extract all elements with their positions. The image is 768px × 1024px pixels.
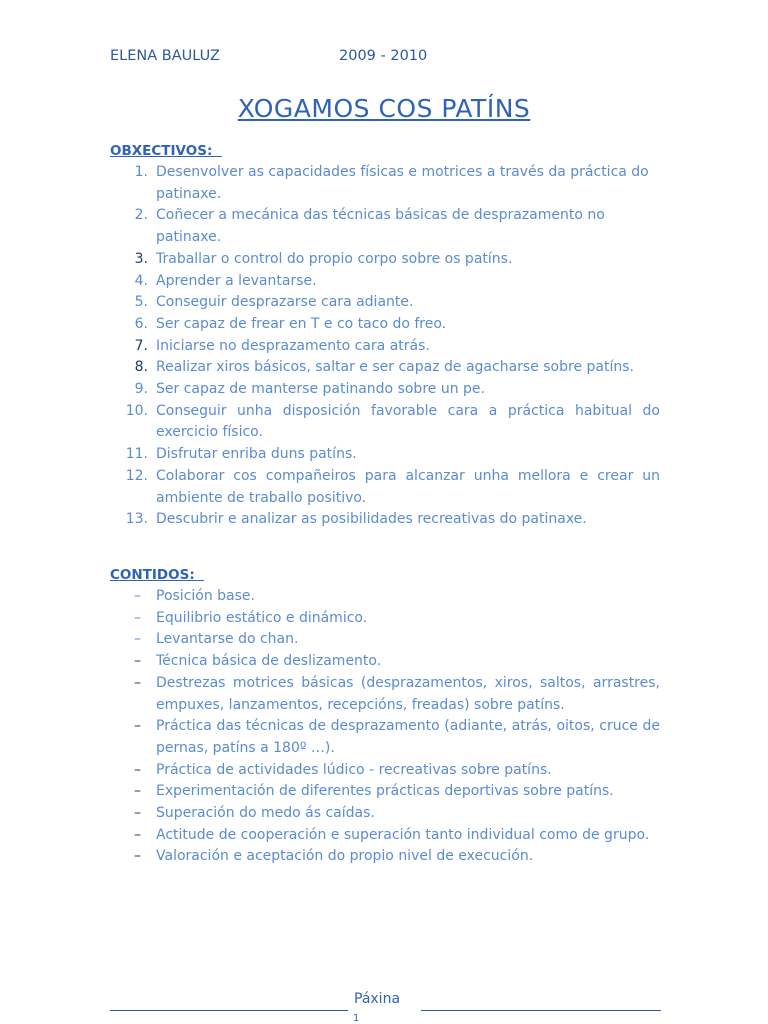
item-number: 1. <box>134 164 148 180</box>
item-text: Conseguir unha disposición favorable cara a práctica habitual do exercicio físico. <box>156 402 660 441</box>
list-item <box>110 716 660 759</box>
item-text: Conseguir desprazarse cara adiante. <box>156 294 414 311</box>
item-text: Realizar xiros básicos, saltar e ser capaz de agacharse sobre patíns. <box>156 359 634 376</box>
item-number: 8. <box>134 359 148 376</box>
objectives-heading: OBXECTIVOS: <box>110 143 222 159</box>
contents-list <box>110 586 660 868</box>
dash-bullet: – <box>134 674 141 691</box>
item-number: 3. <box>134 250 148 267</box>
dash-bullet: – <box>134 609 141 626</box>
item-number: 5. <box>134 294 148 311</box>
list-item <box>110 314 660 336</box>
header-year: 2009 - 2010 <box>339 48 428 64</box>
list-item <box>110 651 660 673</box>
list-item <box>110 336 660 358</box>
objectives-list <box>110 162 660 531</box>
item-text: Descubrir e analizar as posibilidades recreativas do patinaxe. <box>156 511 587 528</box>
item-text: Disfrutar enriba duns patíns. <box>156 446 357 463</box>
footer-divider-right <box>421 1010 661 1011</box>
item-number: 6. <box>134 315 148 332</box>
item-number: 11. <box>125 446 148 463</box>
dash-bullet: – <box>134 588 141 604</box>
item-text: Traballar o control do propio corpo sobre os patíns. <box>156 250 513 267</box>
list-item <box>110 586 660 608</box>
list-item <box>110 608 660 630</box>
list-item <box>110 509 660 531</box>
list-item <box>110 379 660 401</box>
item-number: 13. <box>125 511 148 528</box>
dash-bullet: – <box>134 805 141 822</box>
item-text: Experimentación de diferentes prácticas deportivas sobre patíns. <box>156 783 614 800</box>
list-item <box>110 205 660 248</box>
item-number: 10. <box>125 402 148 419</box>
dash-bullet: – <box>134 718 141 735</box>
item-text: Actitude de cooperación e superación tanto individual como de grupo. <box>156 826 650 843</box>
item-text: Equilibrio estático e dinámico. <box>156 609 368 626</box>
dash-bullet: – <box>134 653 141 670</box>
list-item <box>110 673 660 716</box>
item-text: Aprender a levantarse. <box>156 272 317 289</box>
list-item <box>110 162 660 205</box>
footer-page-label: Páxina <box>354 991 401 1007</box>
dash-bullet: – <box>134 761 141 778</box>
list-item <box>110 760 660 782</box>
item-text: Destrezas motrices básicas (desprazamentos, xiros, saltos, arrastres, empuxes, lanzamentos, recepcións, freadas) sobre patíns. <box>156 674 660 713</box>
item-text: Iniciarse no desprazamento cara atrás. <box>156 337 430 354</box>
item-number: 7. <box>134 337 148 354</box>
item-text: Valoración e aceptación do propio nivel de execución. <box>156 848 534 865</box>
item-text: Coñecer a mecánica das técnicas básicas de desprazamento no patinaxe. <box>156 207 605 246</box>
list-item <box>110 444 660 466</box>
item-text: Superación do medo ás caídas. <box>156 805 375 822</box>
list-item <box>110 401 660 444</box>
item-number: 12. <box>125 467 148 484</box>
footer-divider-left <box>110 1010 348 1011</box>
dash-bullet: – <box>134 848 141 865</box>
item-text: Práctica de actividades lúdico - recreativas sobre patíns. <box>156 761 552 778</box>
page-title: XOGAMOS COS PATÍNS <box>237 94 531 123</box>
contents-heading: CONTIDOS: <box>110 567 205 583</box>
list-item <box>110 825 660 847</box>
item-text: Técnica básica de deslizamento. <box>156 653 382 670</box>
list-item <box>110 292 660 314</box>
item-number: 9. <box>134 381 148 398</box>
item-text: Posición base. <box>156 588 255 604</box>
footer-page-number: 1 <box>353 1013 360 1024</box>
item-number: 4. <box>134 272 148 289</box>
list-item <box>110 271 660 293</box>
list-item <box>110 629 660 651</box>
item-text: Desenvolver as capacidades físicas e motrices a través da práctica do patinaxe. <box>156 164 649 202</box>
list-item <box>110 803 660 825</box>
dash-bullet: – <box>134 631 141 648</box>
dash-bullet: – <box>134 783 141 800</box>
dash-bullet: – <box>134 826 141 843</box>
item-text: Ser capaz de manterse patinando sobre un pe. <box>156 381 485 398</box>
list-item <box>110 846 660 868</box>
item-text: Colaborar cos compañeiros para alcanzar unha mellora e crear un ambiente de traballo positivo. <box>156 467 660 506</box>
list-item <box>110 781 660 803</box>
item-text: Ser capaz de frear en T e co taco do freo. <box>156 315 447 332</box>
list-item <box>110 357 660 379</box>
item-text: Práctica das técnicas de desprazamento (adiante, atrás, oitos, cruce de pernas, patíns a 180º …). <box>156 718 660 756</box>
item-text: Levantarse do chan. <box>156 631 299 648</box>
item-number: 2. <box>134 207 148 224</box>
list-item <box>110 466 660 509</box>
list-item <box>110 249 660 271</box>
header-author: ELENA BAULUZ <box>110 48 220 64</box>
